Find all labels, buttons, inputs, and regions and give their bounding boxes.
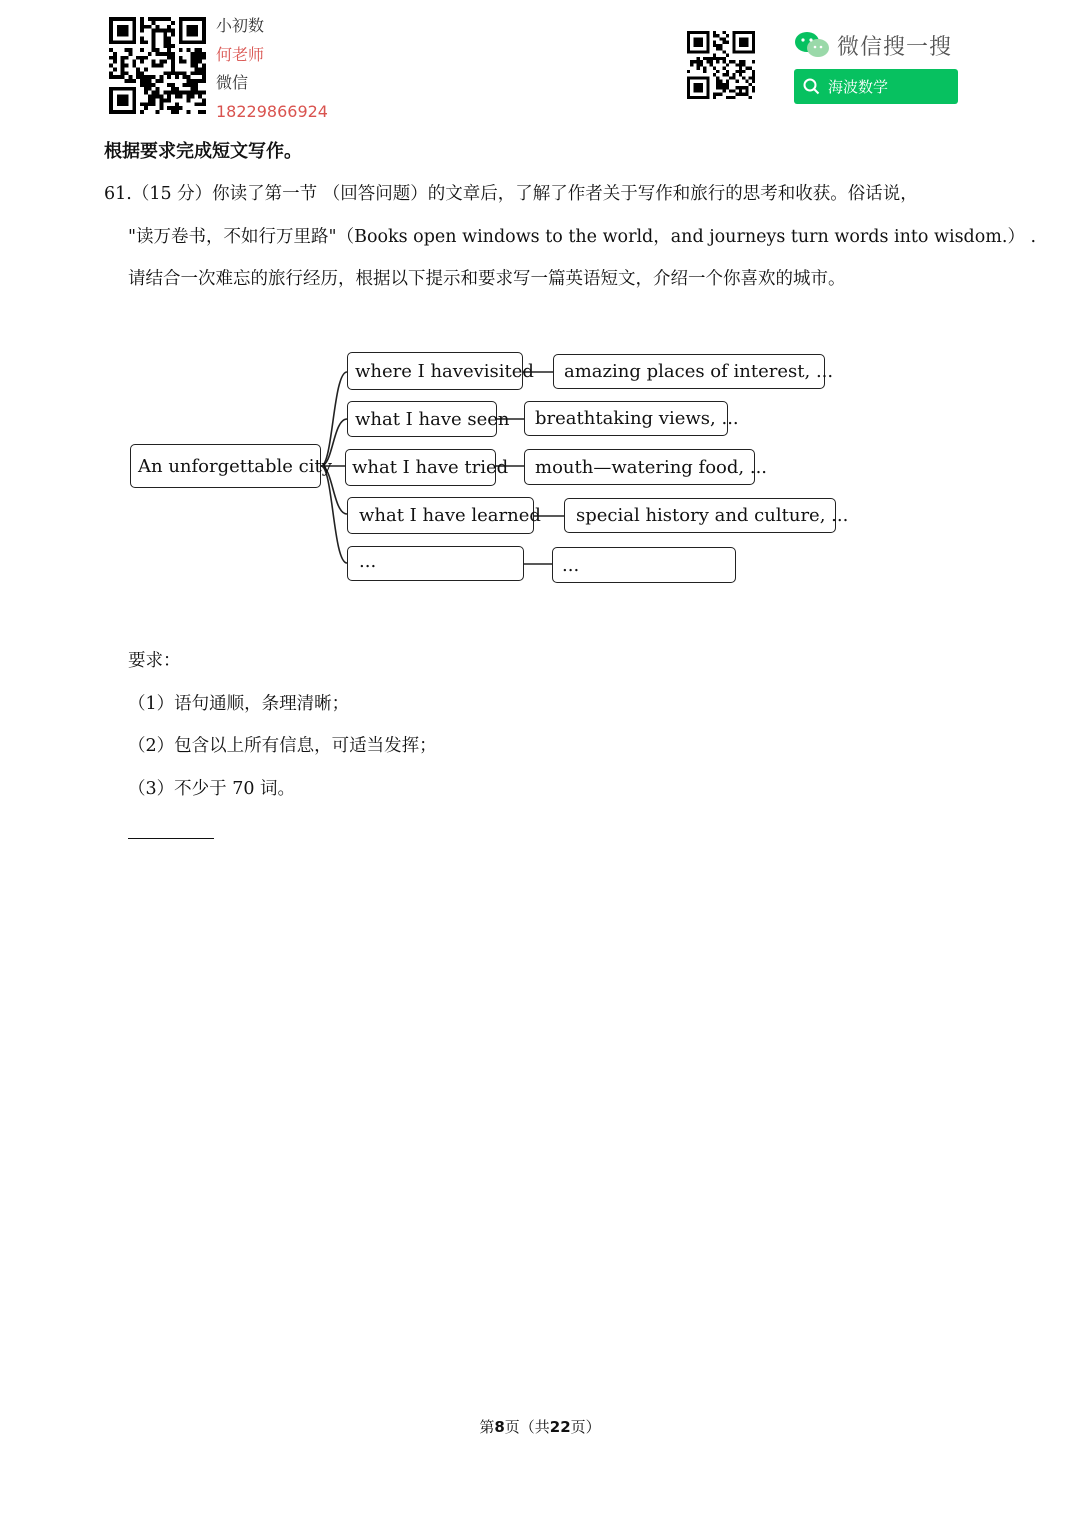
mind-map-topic: what I have learned: [347, 497, 534, 534]
mind-map-connectors: [0, 0, 1080, 620]
wechat-title-text: 微信搜一搜: [837, 34, 953, 60]
requirement-item: （1）语句通顺，条理清晰；: [128, 694, 350, 714]
answer-blank-line: [128, 838, 214, 839]
question-line-1: 61.（15 分）你读了第一节 （回答问题）的文章后，了解了作者关于写作和旅行的思考和收获。俗话说，: [104, 184, 918, 204]
question-line-3: 请结合一次难忘的旅行经历，根据以下提示和要求写一篇英语短文，介绍一个你喜欢的城市。: [128, 269, 846, 289]
contact-line-3: 微信: [216, 73, 249, 92]
mind-map-detail: ...: [552, 547, 736, 583]
footer-suffix: 页）: [570, 1418, 601, 1436]
mind-map-topic: ...: [347, 546, 524, 581]
mind-map-detail: amazing places of interest, ...: [553, 354, 825, 389]
mind-map-detail: special history and culture, ...: [564, 498, 836, 533]
section-heading: 根据要求完成短文写作。: [104, 141, 302, 162]
page-footer: [0, 1416, 1080, 1437]
requirement-item: （3）不少于 70 词。: [128, 779, 296, 799]
footer-page-number: 8: [494, 1418, 505, 1436]
question-line-2: "读万卷书，不如行万里路"（Books open windows to the world，and journeys turn words into wisdom.） .: [128, 227, 1037, 247]
requirement-item: （2）包含以上所有信息，可适当发挥；: [128, 736, 437, 756]
requirements-heading: 要求：: [128, 651, 181, 671]
mind-map-topic: what I have tried: [345, 449, 496, 486]
mind-map-detail: mouth—watering food, ...: [524, 449, 755, 485]
footer-prefix: 第: [479, 1418, 495, 1436]
mind-map-detail: breathtaking views, ...: [524, 401, 728, 436]
mind-map-topic: what I have seen: [347, 401, 497, 437]
mind-map-root: An unforgettable city: [130, 444, 321, 488]
contact-line-1: 小初数: [216, 16, 265, 35]
contact-phone: 18229866924: [216, 101, 328, 121]
footer-middle: 页（共: [504, 1418, 550, 1436]
search-keyword: 海波数学: [828, 78, 889, 96]
contact-line-2: 何老师: [216, 44, 265, 64]
mind-map-topic: where I havevisited: [347, 352, 523, 390]
footer-total-pages: 22: [549, 1418, 571, 1436]
